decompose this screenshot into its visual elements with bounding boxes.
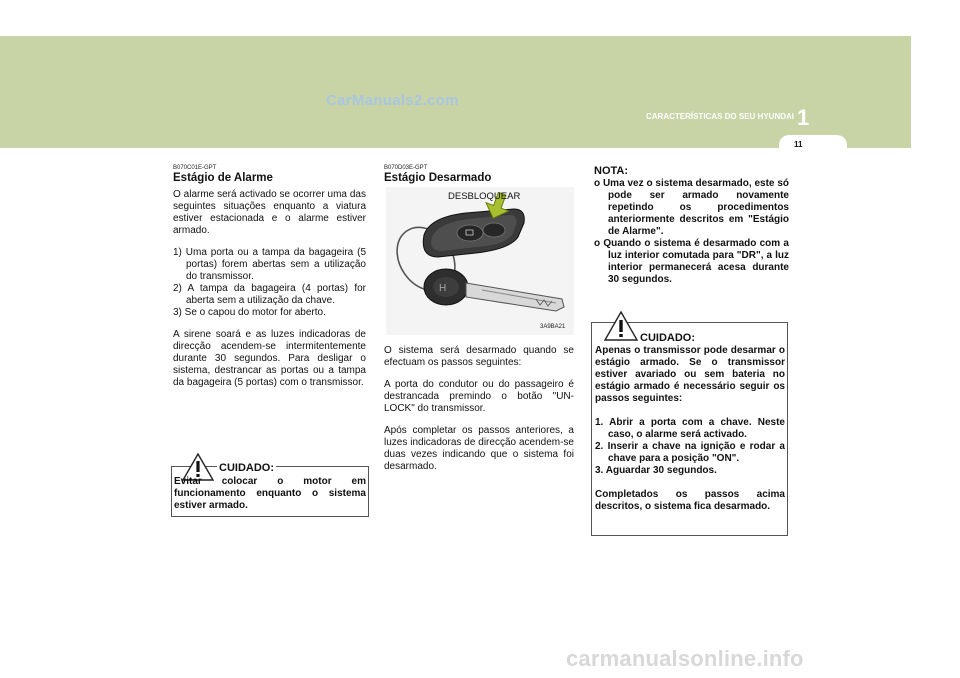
right-column — [594, 165, 789, 286]
svg-text:H: H — [439, 283, 447, 294]
list-item: 1) Uma porta ou a tampa da bagageira (5 portas) forem abertas sem a utilização do transmissor. — [173, 247, 366, 282]
key-fob-illustration — [386, 187, 574, 335]
caution-box-right — [591, 322, 788, 536]
note-title: NOTA: — [594, 165, 629, 177]
page-tab — [779, 135, 847, 155]
figure-code: 3A9BA21 — [540, 324, 566, 330]
caution-box-left — [171, 462, 369, 517]
paragraph: Após completar os passos anteriores, a luzes indicadoras de direcção acendem-se duas vezes indicando que o sistema foi desarmado. — [384, 425, 574, 472]
bottom-watermark[interactable]: carmanualsonline.info — [566, 646, 804, 671]
paragraph: A porta do condutor ou do passageiro é destrancada premindo o botão "UN-LOCK" do transmissor. — [384, 379, 574, 414]
caution-step: 3. Aguardar 30 segundos. — [595, 465, 717, 476]
left-column — [173, 164, 366, 389]
section-title: CARACTERÍSTICAS DO SEU HYUNDAI — [645, 112, 794, 121]
chapter-number: 1 — [797, 105, 810, 130]
note-item: o Uma vez o sistema desarmado, este só pode ser armado novamente repetindo os procedimentos anteriormente descritos em "Estágio de Alarme". — [594, 178, 789, 237]
closing-paragraph: A sirene soará e as luzes indicadoras de direcção acendem-se intermitentemente durante 30 segundos. Para desligar o sistema, destrancar as portas ou a tampa da bagageira (5 portas) com o transmissor. — [173, 329, 366, 388]
top-watermark[interactable]: CarManuals2.com — [326, 92, 459, 109]
warning-icon — [604, 311, 638, 341]
list-item: 2) A tampa da bagageira (4 portas) for aberta sem a utilização da chave. — [173, 283, 366, 306]
caution-title: CUIDADO: — [640, 332, 695, 344]
transmitter-figure — [386, 187, 574, 335]
list-item: 3) Se o capou do motor for aberto. — [173, 307, 326, 318]
caution-title: CUIDADO: — [219, 462, 274, 474]
page-number: 11 — [794, 140, 803, 149]
paragraph: O sistema será desarmado quando se efectuam os passos seguintes: — [384, 345, 574, 368]
caution-step: 2. Inserir a chave na ignição e rodar a chave para a posição "ON". — [595, 441, 785, 464]
section-code: B070C01E-GPT — [173, 165, 217, 171]
section-heading: Estágio de Alarme — [173, 172, 273, 184]
intro-paragraph: O alarme será activado se ocorrer uma das seguintes situações enquanto a viatura estiver estacionada e o alarme estiver armado. — [173, 189, 366, 236]
section-code: B070D03E-GPT — [384, 165, 428, 171]
caution-text: Evitar colocar o motor em funcionamento enquanto o sistema estiver armado. — [174, 476, 366, 511]
figure-label: DESBLOQUEAR — [448, 191, 521, 202]
caution-step: 1. Abrir a porta com a chave. Neste caso, o alarme será activado. — [595, 417, 785, 440]
note-item: o Quando o sistema é desarmado com a luz interior comutada para "DR", a luz interior permanecerá acesa durante 30 segundos. — [594, 238, 789, 285]
caution-closing: Completados os passos acima descritos, o sistema fica desarmado. — [595, 489, 785, 512]
section-heading: Estágio Desarmado — [384, 172, 492, 184]
caution-intro: Apenas o transmissor pode desarmar o estágio armado. Se o transmissor estiver avariado ou sem bateria no estágio armado é necessário seguir os passos seguintes: — [595, 345, 785, 404]
